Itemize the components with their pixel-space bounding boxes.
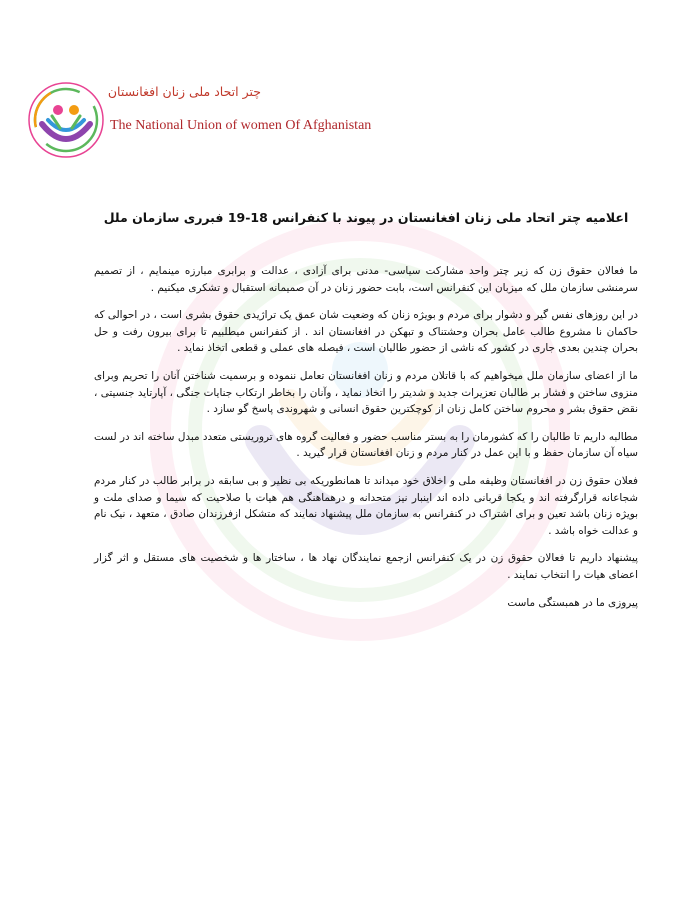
organization-name-dari: چتر اتحاد ملی زنان افغانستان bbox=[107, 84, 261, 99]
paragraph-3: ما از اعضای سازمان ملل میخواهیم که با قاتلان مردم و زنان افغانستان تعامل ننموده و برسمیت شناختن آنان را تحریم وبرای منزوی ساختن و فشار بر طالبان تعزیرات جدید و شدیتر را اتخاذ نماید ، وآنان را بخاطر ارتکاب جنایات جنگی ، آپارتاید جنسیتی ، نقض حقوق بشر و محروم ساختن کامل زنان از کوچکترین حقوق انسانی و شهروندی پاسخ گو سازد . bbox=[94, 369, 638, 416]
closing-line: پیروزی ما در همبستگی ماست bbox=[507, 596, 638, 609]
organization-logo-icon bbox=[26, 80, 106, 160]
paragraph-6: پیشنهاد داریم تا فعالان حقوق زن در یک کنفرانس ازجمع نمایندگان نهاد ها ، ساختار ها و شخصیت های مستقل و اثر گزار اعضای هیات را انتخاب نمایند . bbox=[94, 552, 638, 581]
document-title: اعلامیه چتر اتحاد ملی زنان افغانستان در پیوند با کنفرانس 18-19 فبرری سازمان ملل bbox=[103, 210, 629, 225]
paragraph-4: مطالبه داریم تا طالبان را که کشورمان را به بستر مناسب حضور و فعالیت گروه های تروریستی متعدد مبدل ساخته اند در لست سیاه آن سازمان حفظ و با این عمل در کنار مردم و زنان افغانستان قرار گیرید . bbox=[94, 430, 638, 460]
paragraph-5: فعلان حقوق زن در افغانستان وظیفه ملی و اخلاق خود میداند تا همانطوریکه بی نظیر و بی سابقه در برابر طالب در کنار مردم شجاعانه قرارگرفته اند و یکجا قربانی داده اند اینبار نیز متحدانه و درهماهنگی هم هیات با صلاحیت که سیما و صدای ملت و بویژه زنان باشد تعین و برای اشتراک در کنفرانس به سازمان ملل پیشنهاد نمایند که متشکل ازفرزندان صادق ، متعهد ، نیک نام و عدالت خواه باشد . bbox=[94, 474, 638, 537]
paragraph-2: در این روزهای نفس گیر و دشوار برای مردم و بویژه زنان که وضعیت شان عمق یک تراژیدی حقوق بشری است ، در احوالی که حاکمان نا مشروع طالب عامل بحران وحشتناک و تبهکن در افغانستان اند . از کنفرانس میطلبیم تا برای بیرون رفت و حل بحران چندین بعدی جاری در کشور که ناشی از حضور طالبان است ، فیصله های عملی و قطعی اتخاذ نماید . bbox=[94, 309, 638, 355]
organization-name-english: The National Union of women Of Afghanistan bbox=[110, 118, 372, 133]
document-body bbox=[94, 210, 638, 622]
paragraph-1: ما فعالان حقوق زن که زیر چتر واحد مشارکت سیاسی- مدنی برای آزادی ، عدالت و برابری مبارزه مینمایم ، از تصمیم سرمنشی سازمان ملل که میزبان این کنفرانس است، بابت حضور زنان در آن صمیمانه استقبال و تشکری میکنیم . bbox=[94, 265, 638, 294]
